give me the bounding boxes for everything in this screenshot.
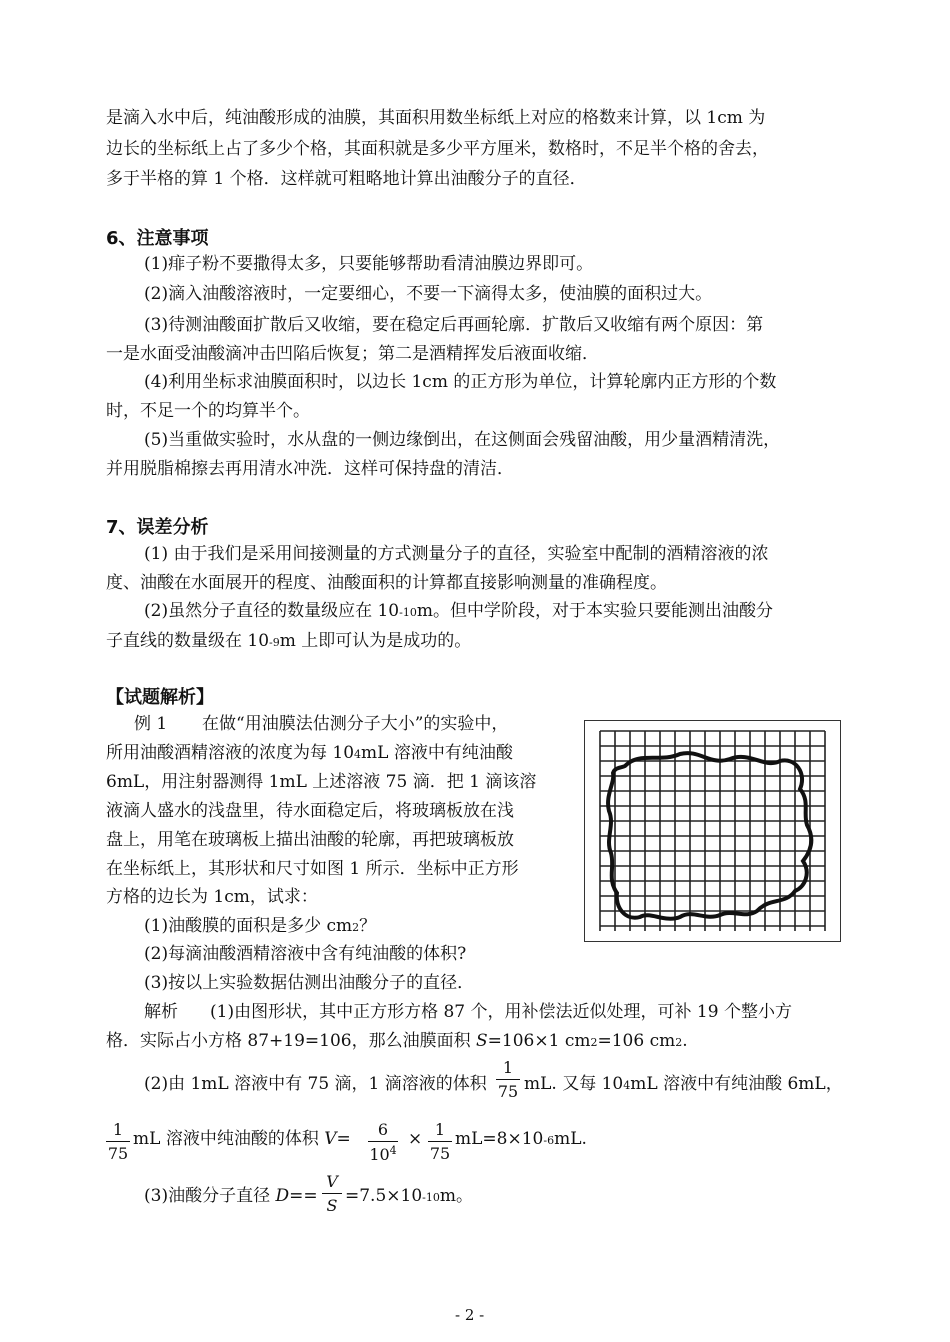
section-6-item-2: (2)滴入油酸溶液时，一定要细心，不要一下滴得太多，使油膜的面积过大。	[144, 284, 713, 304]
oil-film-grid-figure	[584, 720, 841, 942]
analysis-title: 【试题解析】	[106, 687, 214, 708]
question-2: (2)每滴油酸酒精溶液中含有纯油酸的体积?	[144, 944, 467, 964]
times-sign: ×	[408, 1129, 423, 1149]
section-7-item-2b: 子直线的数量级在 10-9m 上即可认为是成功的。	[106, 631, 472, 651]
section-6-item-5a: (5)当重做实验时，水从盘的一侧边缘倒出，在这侧面会残留油酸，用少量酒精清洗，	[144, 430, 781, 450]
intro-line-1: 是滴入水中后，纯油酸形成的油膜，其面积用数坐标纸上对应的格数来计算，以 1cm 为	[106, 108, 766, 128]
intro-line-3: 多于半格的算 1 个格．这样就可粗略地计算出油酸分子的直径．	[106, 169, 587, 189]
section-6-title: 6、注意事项	[106, 228, 209, 249]
section-6-item-1: (1)痱子粉不要撒得太多，只要能够帮助看清油膜边界即可。	[144, 254, 594, 274]
solution-label: 解析	[144, 1002, 178, 1022]
page-number: - 2 -	[455, 1306, 485, 1324]
solution-2a: (2)由 1mL 溶液中有 75 滴，1 滴溶液的体积	[144, 1074, 487, 1094]
solution-3-result: =7.5×10-10m。	[345, 1186, 473, 1206]
solution-3: (3)油酸分子直径 D==	[144, 1186, 318, 1206]
example-line-6: 在坐标纸上，其形状和尺寸如图 1 所示．坐标中正方形	[106, 859, 519, 879]
example-line-3: 6mL，用注射器测得 1mL 上述溶液 75 滴．把 1 滴该溶	[106, 772, 537, 792]
fraction-1-over-75-c: 1 75	[429, 1120, 451, 1163]
section-6-item-3b: 一是水面受油酸滴冲击凹陷后恢复；第二是酒精挥发后液面收缩．	[106, 344, 599, 364]
question-1: (1)油酸膜的面积是多少 cm2？	[144, 916, 377, 936]
section-7-item-2a: (2)虽然分子直径的数量级应在 10-10m。但中学阶段，对于本实验只要能测出油酸分	[144, 601, 773, 621]
section-6-item-4a: (4)利用坐标求油膜面积时，以边长 1cm 的正方形为单位，计算轮廓内正方形的个数	[144, 372, 777, 392]
solution-2b: mL 溶液中纯油酸的体积 V=	[133, 1129, 351, 1149]
example-line-2: 所用油酸酒精溶液的浓度为每 104mL 溶液中有纯油酸	[106, 743, 513, 763]
solution-1b: 格．实际占小方格 87+19=106，那么油膜面积 S=106×1 cm2=106 cm2.	[106, 1031, 688, 1051]
solution-1a: (1)由图形状，其中正方形方格 87 个，用补偿法近似处理，可补 19 个整小方	[210, 1002, 792, 1022]
section-6-item-4b: 时，不足一个的均算半个。	[106, 401, 310, 421]
question-3: (3)按以上实验数据估测出油酸分子的直径．	[144, 973, 475, 993]
section-7-item-1a: (1) 由于我们是采用间接测量的方式测量分子的直径，实验室中配制的酒精溶液的浓	[144, 544, 769, 564]
fraction-1-over-75-b: 1 75	[107, 1120, 129, 1163]
fraction-1-over-75-a: 1 75	[497, 1058, 519, 1101]
section-6-item-5b: 并用脱脂棉擦去再用清水冲洗．这样可保持盘的清洁．	[106, 459, 514, 479]
fraction-6-over-10e4: 6 $10^4$	[369, 1120, 397, 1164]
section-7-title: 7、误差分析	[106, 517, 209, 538]
section-6-item-3a: (3)待测油酸面扩散后又收缩，要在稳定后再画轮廓．扩散后又收缩有两个原因：第	[144, 315, 764, 335]
example-line-7: 方格的边长为 1cm，试求：	[106, 887, 318, 907]
intro-line-2: 边长的坐标纸上占了多少个格，其面积就是多少平方厘米，数格时，不足半个格的舍去，	[106, 139, 769, 159]
example-line-5: 盘上，用笔在玻璃板上描出油酸的轮廓，再把玻璃板放	[106, 830, 514, 850]
solution-2b-result: mL=8×10-6mL.	[455, 1129, 587, 1149]
section-7-item-1b: 度、油酸在水面展开的程度、油酸面积的计算都直接影响测量的准确程度。	[106, 573, 667, 593]
example-line-1: 在做“用油膜法估测分子大小”的实验中，	[202, 714, 509, 734]
example-line-4: 液滴人盛水的浅盘里，待水面稳定后，将玻璃板放在浅	[106, 801, 514, 821]
example-label: 例 1	[134, 714, 168, 734]
grid-svg	[585, 721, 840, 941]
fraction-V-over-S: V S	[322, 1172, 342, 1215]
solution-2a-post: mL. 又每 104mL 溶液中有纯油酸 6mL，	[524, 1074, 843, 1094]
